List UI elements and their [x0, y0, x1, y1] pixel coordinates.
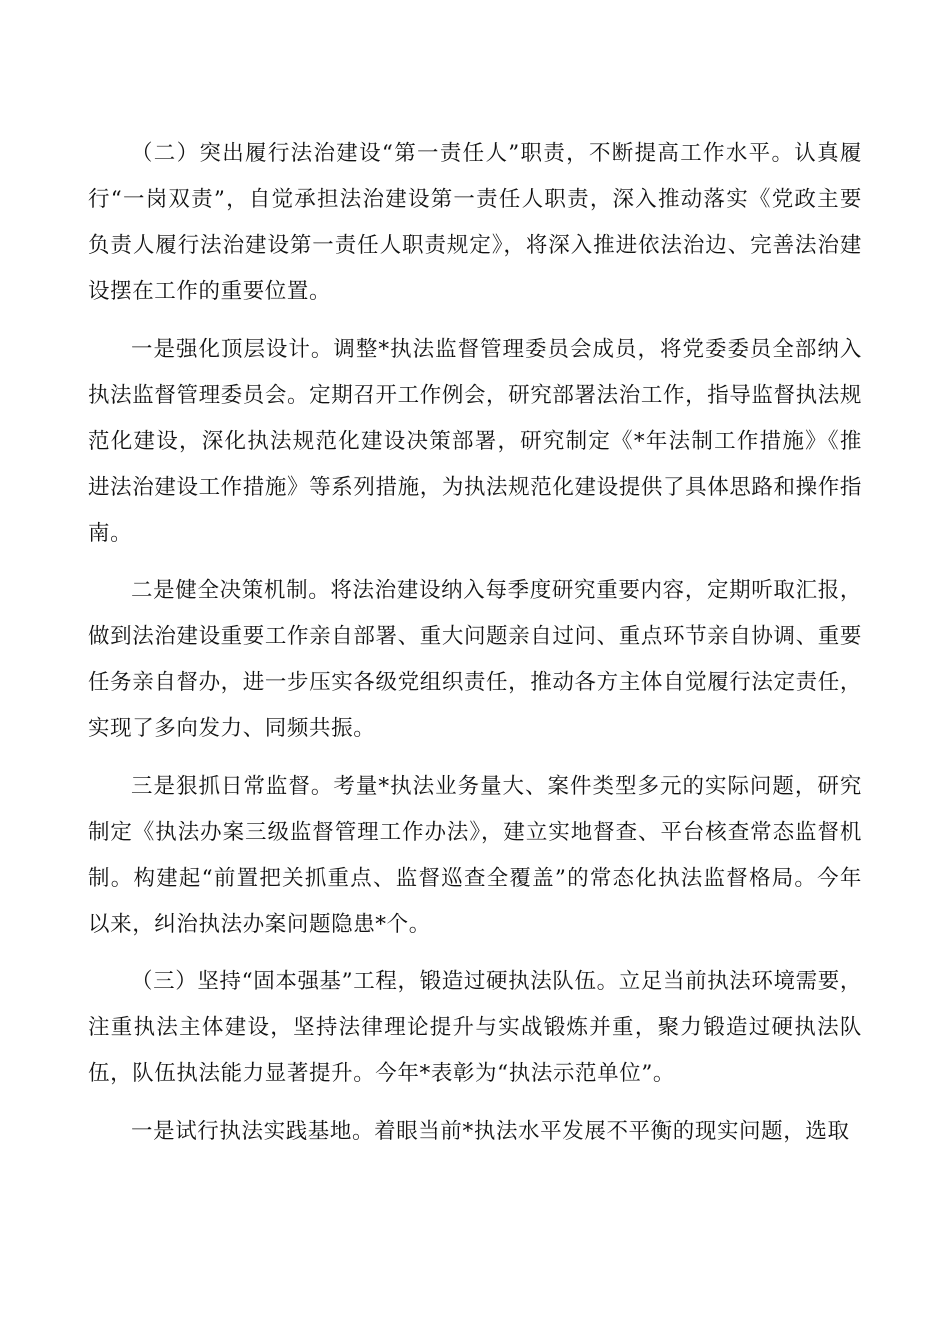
document-body: [88, 131, 862, 1166]
paragraph-section-2-heading: （二）突出履行法治建设“第一责任人”职责，不断提高工作水平。认真履行“一岗双责”，自觉承担法治建设第一责任人职责，深入推动落实《党政主要负责人履行法治建设第一责任人职责规定》，将深入推进依法治边、完善法治建设摆在工作的重要位置。: [88, 141, 862, 304]
paragraph-section-3-heading: （三）坚持“固本强基”工程，锻造过硬执法队伍。立足当前执法环境需要，注重执法主体建设，坚持法律理论提升与实战锻炼并重，聚力锻造过硬执法队伍，队伍执法能力显著提升。今年*表彰为“执法示范单位”。: [88, 969, 862, 1086]
paragraph-top-level-design: 一是强化顶层设计。调整*执法监督管理委员会成员，将党委委员全部纳入执法监督管理委员会。定期召开工作例会，研究部署法治工作，指导监督执法规范化建设，深化执法规范化建设决策部署，研究制定《*年法制工作措施》《推进法治建设工作措施》等系列措施，为执法规范化建设提供了具体思路和操作指南。: [88, 336, 862, 546]
paragraph-decision-mechanism: 二是健全决策机制。将法治建设纳入每季度研究重要内容，定期听取汇报，做到法治建设重要工作亲自部署、重大问题亲自过问、重点环节亲自协调、重要任务亲自督办，进一步压实各级党组织责任，推动各方主体自觉履行法定责任，实现了多向发力、同频共振。: [88, 578, 862, 741]
paragraph-daily-supervision: 三是狠抓日常监督。考量*执法业务量大、案件类型多元的实际问题，研究制定《执法办案三级监督管理工作办法》，建立实地督查、平台核查常态监督机制。构建起“前置把关抓重点、监督巡查全覆盖”的常态化执法监督格局。今年以来，纠治执法办案问题隐患*个。: [88, 773, 862, 937]
paragraph-practice-base: 一是试行执法实践基地。着眼当前*执法水平发展不平衡的现实问题，选取: [131, 1118, 850, 1144]
